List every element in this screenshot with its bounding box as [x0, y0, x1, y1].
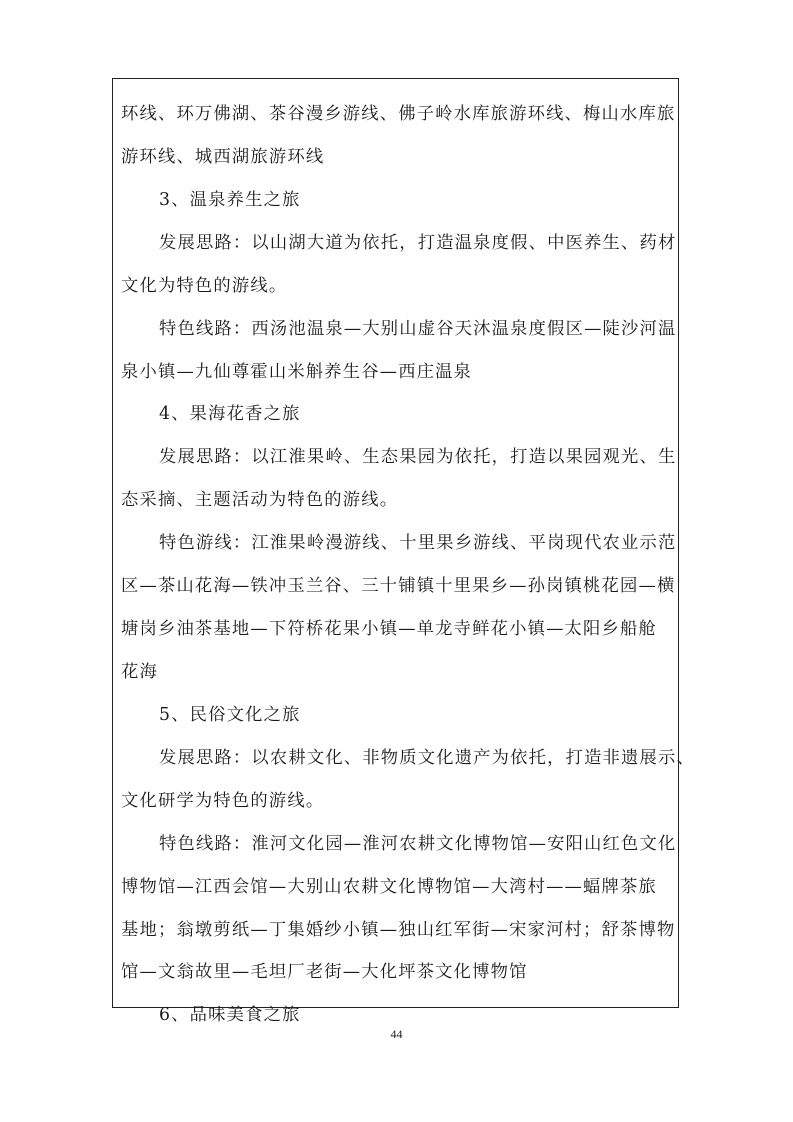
text-line: 游环线、城西湖旅游环线 — [121, 147, 325, 167]
document-frame — [112, 78, 695, 1025]
text-line: 文化研学为特色的游线。 — [121, 791, 325, 811]
section-heading: 3、温泉养生之旅 — [159, 190, 301, 210]
section-heading: 6、品味美食之旅 — [159, 1005, 301, 1025]
text-line: 发展思路：以江淮果岭、生态果园为依托，打造以果园观光、生 — [159, 447, 677, 467]
text-line: 发展思路：以山湖大道为依托，打造温泉度假、中医养生、药材 — [159, 233, 677, 253]
text-line: 环线、环万佛湖、茶谷漫乡游线、佛子岭水库旅游环线、梅山水库旅 — [121, 104, 676, 124]
text-line: 塘岗乡油茶基地—下符桥花果小镇—单龙寺鲜花小镇—太阳乡船舱 — [121, 619, 657, 639]
text-line: 特色线路：西汤池温泉—大别山虚谷天沐温泉度假区—陡沙河温 — [159, 319, 677, 339]
page-number: 44 — [390, 1027, 403, 1041]
text-line: 特色游线：江淮果岭漫游线、十里果乡游线、平岗现代农业示范 — [159, 533, 677, 553]
text-line: 馆—文翁故里—毛坦厂老街—大化坪茶文化博物馆 — [121, 962, 528, 982]
text-line: 博物馆—江西会馆—大别山农耕文化博物馆—大湾村——蝠牌茶旅 — [121, 877, 657, 897]
text-line: 特色线路：淮河文化园—淮河农耕文化博物馆—安阳山红色文化 — [159, 834, 677, 854]
text-line: 基地；翁墩剪纸—丁集婚纱小镇—独山红军街—宋家河村；舒茶博物 — [121, 920, 676, 940]
text-line: 文化为特色的游线。 — [121, 276, 288, 296]
section-heading: 5、民俗文化之旅 — [159, 705, 301, 725]
text-line: 泉小镇—九仙尊霍山米斛养生谷—西庄温泉 — [121, 362, 473, 382]
text-line: 区—茶山花海—铁冲玉兰谷、三十铺镇十里果乡—孙岗镇桃花园—横 — [121, 576, 676, 596]
text-line: 花海 — [121, 662, 158, 682]
text-line: 态采摘、主题活动为特色的游线。 — [121, 490, 399, 510]
section-heading: 4、果海花香之旅 — [159, 404, 301, 424]
text-line: 发展思路：以农耕文化、非物质文化遗产为依托，打造非遗展示、 — [159, 748, 695, 768]
